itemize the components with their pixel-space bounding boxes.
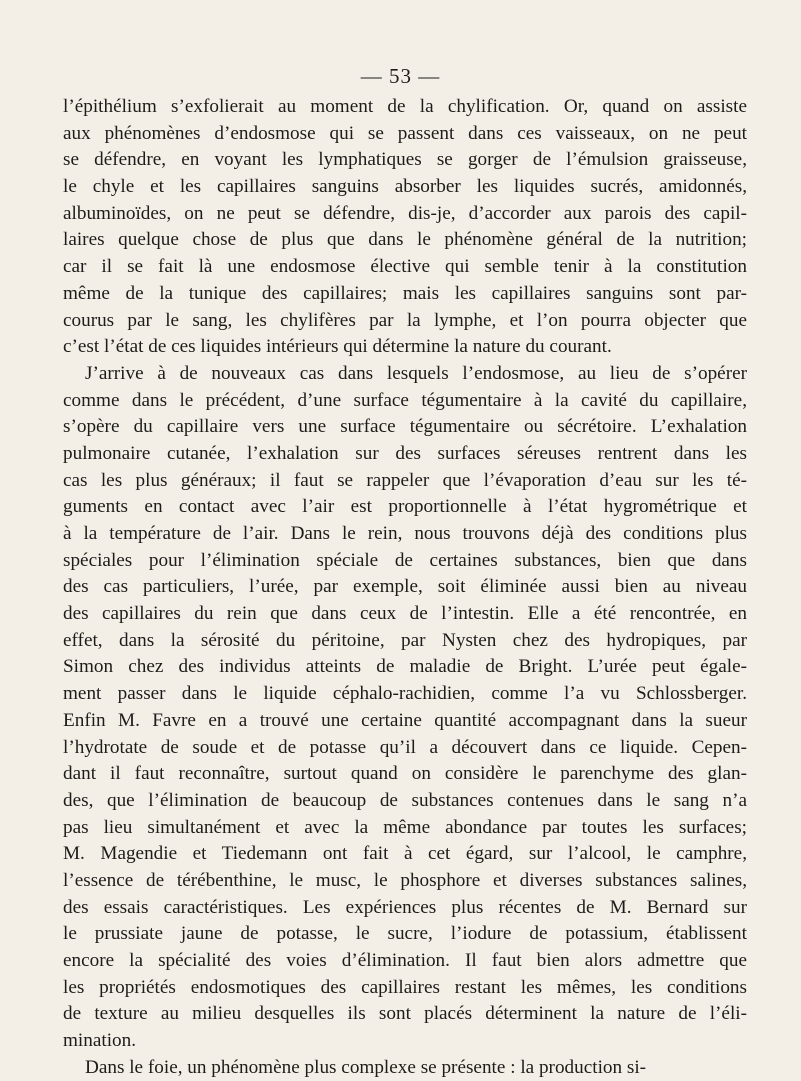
- body-text: [63, 94, 747, 1081]
- text-line: courus par le sang, les chylifères par la lymphe, et l’on pourra objecter que: [63, 309, 747, 331]
- paragraph: [63, 361, 747, 1055]
- text-line: se défendre, en voyant les lymphatiques se gorger de l’émulsion graisseuse,: [63, 149, 747, 171]
- text-line: ment passer dans le liquide céphalo-rachidien, comme l’a vu Schlossberger.: [63, 683, 747, 705]
- text-line: guments en contact avec l’air est proportionnelle à l’état hygrométrique et: [63, 496, 747, 518]
- text-line: même de la tunique des capillaires; mais les capillaires sanguins sont par-: [63, 282, 747, 304]
- text-line: dant il faut reconnaître, surtout quand on considère le parenchyme des glan-: [63, 763, 747, 785]
- text-line: des, que l’élimination de beaucoup de substances contenues dans le sang n’a: [63, 789, 747, 811]
- text-line: mination.: [63, 1030, 137, 1052]
- text-line: de texture au milieu desquelles ils sont placés déterminent la nature de l’éli-: [63, 1003, 747, 1025]
- text-line: encore la spécialité des voies d’élimination. Il faut bien alors admettre que: [63, 950, 747, 971]
- text-line: effet, dans la sérosité du péritoine, par Nysten chez des hydropiques, par: [63, 629, 747, 651]
- paragraph: [63, 1055, 747, 1081]
- text-line: le chyle et les capillaires sanguins absorber les liquides sucrés, amidonnés,: [63, 176, 747, 198]
- text-line: l’épithélium s’exfolierait au moment de la chylification. Or, quand on assiste: [63, 96, 747, 117]
- text-line: à la température de l’air. Dans le rein, nous trouvons déjà des conditions plus: [63, 523, 747, 544]
- text-line: laires quelque chose de plus que dans le phénomène général de la nutrition;: [63, 229, 747, 251]
- text-line: albuminoïdes, on ne peut se défendre, dis-je, d’accorder aux parois des capil-: [63, 202, 747, 224]
- text-line: les propriétés endosmotiques des capillaires restant les mêmes, les conditions: [63, 976, 747, 998]
- text-line: le prussiate jaune de potasse, le sucre, l’iodure de potassium, établissent: [63, 923, 747, 945]
- text-line: des capillaires du rein que dans ceux de l’intestin. Elle a été rencontrée, en: [63, 603, 747, 625]
- text-line: Enfin M. Favre en a trouvé une certaine quantité accompagnant dans la sueur: [63, 709, 747, 731]
- text-line: l’essence de térébenthine, le musc, le phosphore et diverses substances salines,: [63, 869, 747, 891]
- text-line: spéciales pour l’élimination spéciale de certaines substances, bien que dans: [63, 549, 747, 571]
- text-line: des essais caractéristiques. Les expériences plus récentes de M. Bernard sur: [63, 896, 747, 918]
- text-line: J’arrive à de nouveaux cas dans lesquels l’endosmose, au lieu de s’opérer: [85, 362, 747, 384]
- text-line: s’opère du capillaire vers une surface tégumentaire ou sécrétoire. L’exhalation: [63, 416, 747, 438]
- text-line: c’est l’état de ces liquides intérieurs qui détermine la nature du courant.: [63, 336, 612, 358]
- text-line: aux phénomènes d’endosmose qui se passent dans ces vaisseaux, on ne peut: [63, 122, 747, 144]
- text-line: pas lieu simultanément et avec la même abondance par toutes les surfaces;: [63, 816, 747, 838]
- text-line: pulmonaire cutanée, l’exhalation sur des surfaces séreuses rentrent dans les: [63, 442, 747, 464]
- text-line: l’hydrotate de soude et de potasse qu’il a découvert dans ce liquide. Cepen-: [63, 736, 747, 758]
- paragraph: [63, 94, 747, 361]
- text-line: M. Magendie et Tiedemann ont fait à cet égard, sur l’alcool, le camphre,: [63, 843, 747, 865]
- text-line: car il se fait là une endosmose élective qui semble tenir à la constitution: [63, 256, 747, 278]
- page-number: — 53 —: [360, 64, 441, 88]
- text-line: Simon chez des individus atteints de maladie de Bright. L’urée peut égale-: [63, 656, 747, 678]
- text-line: cas les plus généraux; il faut se rappeler que l’évaporation d’eau sur les té-: [63, 469, 747, 491]
- text-line: comme dans le précédent, d’une surface tégumentaire à la cavité du capillaire,: [63, 389, 747, 411]
- text-line: Dans le foie, un phénomène plus complexe se présente : la production si-: [85, 1056, 647, 1078]
- text-line: des cas particuliers, l’urée, par exemple, soit éliminée aussi bien au niveau: [63, 576, 747, 598]
